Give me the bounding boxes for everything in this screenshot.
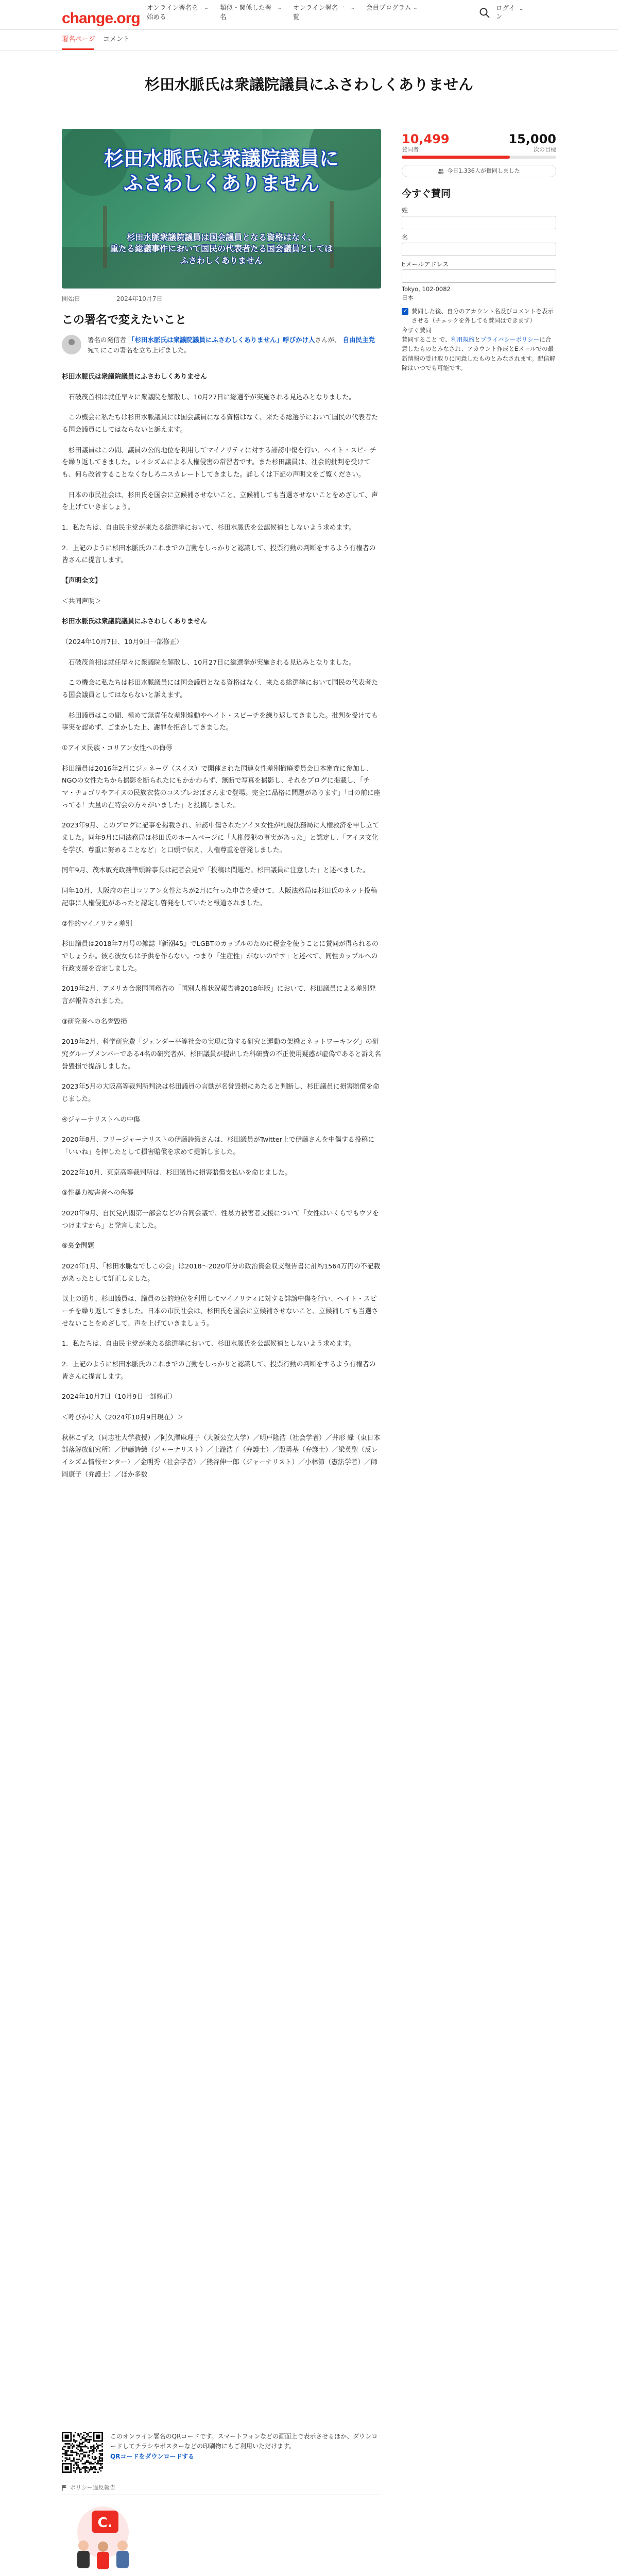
email-label: Eメールアドレス <box>402 261 449 268</box>
count-goal: 15,000 <box>508 132 556 146</box>
body-paragraph: 2019年2月、科学研究費「ジェンダー平等社会の実現に資する研究と運動の架橋とネットワーキング」の研究グループメンバーである4名の研究者が、杉田議員が提出した科研費の不正使用疑惑が虚偽であると訴え名誉毀損で提訴しました。 <box>62 1038 381 1071</box>
body-paragraph: 2020年9月、自民党内閣第一部会などの合同会議で、性暴力被害者支援について「女性はいくらでもウソをつけますから」と発言しました。 <box>62 1209 379 1230</box>
location-line2: 日本 <box>402 294 414 302</box>
body-paragraph: 杉田議員はこの間、極めて無責任な差別煽動やヘイト・スピーチを繰り返してきました。批判を受けても事実を認めず、ごまかした上、謝罪を拒否してきました。 <box>62 711 378 732</box>
recent-signers <box>402 165 556 177</box>
qr-description: このオンライン署名のQRコードです。スマートフォンなどの画面上で表示させるほか、ダウンロードしてチラシやポスターなどの印刷物にもご利用いただけます。 <box>110 2433 378 2450</box>
hero-line: 杉田水脈氏は衆議院議員に <box>104 147 339 170</box>
body-paragraph: ＜呼びかけ人（2024年10月9日現在）＞ <box>62 1413 184 1421</box>
main-nav <box>147 3 418 21</box>
location[interactable] <box>402 285 556 302</box>
starter-line2: 宛てにこの署名を立ち上げました。 <box>88 346 191 354</box>
body-paragraph: ④ジャーナリストへの中傷 <box>62 1115 140 1124</box>
body-paragraph: 2．上記のように杉田水脈氏のこれまでの言動をしっかりと認識して、投票行動の判断をするよう有権者の皆さんに提言します。 <box>62 1360 376 1381</box>
body-paragraph: ②性的マイノリティ差別 <box>62 920 132 928</box>
count-current: 10,499 <box>402 132 450 146</box>
sign-sidebar <box>402 129 556 373</box>
nav-label: オンライン署名一覧 <box>293 4 345 21</box>
petition-starter <box>62 335 381 355</box>
flag-icon <box>62 2485 67 2491</box>
meta-started-label: 開始日 <box>62 295 81 302</box>
tab-comments[interactable]: コメント <box>103 36 130 43</box>
display-name-checkbox[interactable] <box>402 308 408 315</box>
terms-link[interactable]: 利用規約 <box>451 335 475 343</box>
chevron-down-icon: ⌄ <box>413 5 418 11</box>
body-paragraph: 2024年1月、「杉田水脈なでしこの会」は2018〜2020年分の政治資金収支報告書に計約1564万円の不記載があったとして訂正しました。 <box>62 1262 381 1283</box>
nav-label: 類似・関係した署名 <box>220 4 272 21</box>
terms-prefix: 賛同すること で、 <box>402 335 451 343</box>
body-paragraph: （2024年10月7日、10月9日一部修正） <box>62 638 183 647</box>
body-paragraph: 石破茂首相は就任早々に衆議院を解散し、10月27日に総選挙が実施される見込みとなりました。 <box>62 393 356 401</box>
first-name-label: 姓 <box>402 207 408 214</box>
body-paragraph: 杉田議員は2016年2月にジュネーヴ（スイス）で開催された国連女性差別撤廃委員会日本審査に参加し、NGOの女性たちから撮影を断られたにもかかわらず、無断で写真を撮影し、それをブログに掲載し、「チマ・チョゴリやアイヌの民族衣装のコスプレおばさんまで登場。完全に品格に問題があります」「目の前に座ってる！大量の在特会の方々がいました」と投稿しました。 <box>62 765 381 809</box>
body-paragraph: 同年10月、大阪府の在日コリアン女性たちが2月に行った申告を受けて、大阪法務局は杉田氏のネット投稿記事に人権侵犯があったと認定し啓発をしていたと報道されました。 <box>62 887 377 907</box>
body-paragraph: 秋林こずえ（同志社大学教授）／阿久澤麻理子（大阪公立大学）／明戸隆浩（社会学者）／井形 緑（東日本部落解放研究所）／伊藤詩織（ジャーナリスト）／上瀧浩子（弁護士）／殷勇基（弁護士）／梁英聖（反レイシズム情報センター）／金明秀（社会学者）／熊谷伸一郎（ジャーナリスト）／小林節（憲法学者）／師岡康子（弁護士）／ほか多数 <box>62 1434 381 1479</box>
body-paragraph: 石破茂首相は就任早々に衆議院を解散し、10月27日に総選挙が実施される見込みとなりました。 <box>62 658 356 667</box>
email-field[interactable] <box>402 269 556 283</box>
hero-subtext <box>93 232 350 266</box>
nav-petition-list[interactable] <box>293 3 355 21</box>
progress-fill <box>402 156 510 159</box>
body-paragraph: 2024年10月7日（10月9日一部修正） <box>62 1393 177 1401</box>
starter-name-link[interactable]: 「杉田水脈氏は衆議院議員にふさわしくありません」呼びかけ人 <box>128 336 315 344</box>
body-paragraph: ③研究者への名誉毀損 <box>62 1018 127 1026</box>
top-bar <box>0 0 618 30</box>
body-paragraph: ⑥裏金問題 <box>62 1242 94 1250</box>
sub-tabs <box>0 30 618 50</box>
body-paragraph: 2．上記のように杉田水脈氏のこれまでの言動をしっかりと認識して、投票行動の判断をするよう有権者の皆さんに提言します。 <box>62 544 376 565</box>
first-name-field[interactable] <box>402 216 556 229</box>
body-paragraph: ⑤性暴力被害者への侮辱 <box>62 1189 134 1197</box>
nav-label: 会員プログラム <box>366 4 411 11</box>
search-icon[interactable] <box>479 7 490 19</box>
chevron-down-icon: ⌄ <box>519 4 524 12</box>
hero-line: ふさわしくありません <box>123 172 319 195</box>
nav-related[interactable] <box>220 3 282 21</box>
active-tab-indicator <box>62 48 94 50</box>
nav-label: オンライン署名を始める <box>147 4 198 21</box>
body-paragraph: 杉田水脈氏は衆議院議員にふさわしくありません <box>62 373 207 381</box>
qr-code <box>62 2432 103 2473</box>
hero-sub-line: 杉田水脈衆議院議員は国会議員となる資格はなく、 <box>127 232 316 242</box>
hero-headline <box>82 147 360 196</box>
body-paragraph: この機会に私たちは杉田水脈議員には国会議員になる資格はなく、来たる総選挙において国民の代表者たる国会議員にしてはならないと訴えます。 <box>62 414 378 434</box>
section-heading: この署名で変えたいこと <box>62 314 187 327</box>
starter-text <box>88 335 381 355</box>
chevron-down-icon: ⌄ <box>204 5 209 11</box>
qr-download-link[interactable]: QRコードをダウンロードする <box>110 2453 195 2461</box>
display-name-text: 賛同した後、自分のアカウント名及びコメントを表示させる（チェックを外しても賛同はできます） <box>411 307 554 325</box>
nav-membership[interactable] <box>366 3 418 21</box>
login-button[interactable] <box>496 4 524 21</box>
petition-meta <box>62 294 162 304</box>
body-paragraph: 1．私たちは、自由民主党が来たる総選挙において、杉田水脈氏を公認候補としないよう求めます。 <box>62 524 355 532</box>
logo[interactable]: change.org <box>62 10 140 27</box>
nav-start-petition[interactable] <box>147 3 209 21</box>
last-name-field[interactable] <box>402 243 556 256</box>
chevron-down-icon: ⌄ <box>350 5 355 11</box>
body-paragraph: 2022年10月、東京高等裁判所は、杉田議員に損害賠償支払いを命じました。 <box>62 1168 291 1177</box>
sign-note: 今すぐ賛同 <box>402 326 432 334</box>
avatar[interactable] <box>62 335 81 354</box>
meta-date: 2024年10月7日 <box>116 295 163 302</box>
body-paragraph: この機会に私たちは杉田水脈議員には国会議員となる資格はなく、来たる総選挙において国民の代表者たる国会議員としてはならないと訴えます。 <box>62 679 378 700</box>
body-paragraph: 2019年2月、アメリカ合衆国国務省の「国別人権状況報告書2018年版」において、杉田議員による差別発言が報告されました。 <box>62 985 376 1005</box>
count-label-current: 賛同者 <box>402 146 419 153</box>
tab-signature-page[interactable]: 署名ページ <box>62 36 95 43</box>
people-icon <box>438 168 444 174</box>
hero-image <box>62 129 381 289</box>
terms-suffix: に合意したものとみなされ、アカウント作成とEメールでの最新情報の受け取りに同意したものとみなされます。配信解除はいつでも可能です。 <box>402 335 556 372</box>
chevron-down-icon: ⌄ <box>277 5 282 11</box>
terms-and: と <box>474 335 480 343</box>
sign-heading: 今すぐ賛同 <box>402 188 451 199</box>
body-paragraph: ①アイヌ民族・コリアン女性への侮辱 <box>62 744 173 753</box>
starter-prefix: 署名の発信者 <box>88 336 127 344</box>
count-label-goal: 次の目標 <box>534 146 556 153</box>
body-paragraph: 以上の通り、杉田議員は、議員の公的地位を利用してマイノリティに対する誹謗中傷を行い、ヘイト・スピーチを繰り返してきました。日本の市民社会は、杉田氏を国会に立候補させないこと、立候補しても当選させないことをめざして、声を上げていきましょう。 <box>62 1295 379 1328</box>
login-label: ログイン <box>496 4 515 21</box>
body-paragraph: ＜共同声明＞ <box>62 597 101 605</box>
body-paragraph: 2020年8月、フリージャーナリストの伊藤詩織さんは、杉田議員がTwitter上で伊藤さんを中傷する投稿に「いいね」を押したとして損害賠償を求めて提訴しました。 <box>62 1136 374 1156</box>
hero-sub-line: ふさわしくありません <box>180 255 263 265</box>
body-paragraph: 杉田議員はこの間、議員の公的地位を利用してマイノリティに対する誹謗中傷を行い、ヘイト・スピーチを繰り返してきました。レイシズムによる人権侵害の常習者です。また杉田議員は、社会的批判を受けても、何ら改省することなくむしろエスカレートしてきました。詳しくは下記の声明文をご覧ください。 <box>62 446 376 479</box>
body-paragraph: 2023年5月の大阪高等裁判所判決は杉田議員の言動が名誉毀損にあたると判断し、杉田議員に損害賠償を命じました。 <box>62 1083 380 1103</box>
page-title: 杉田水脈氏は衆議院議員にふさわしくありません <box>144 76 473 93</box>
target-link[interactable]: 自由民主党 <box>342 336 375 344</box>
body-paragraph: 2023年9月、このブログに記事を掲載され、誹謗中傷されたアイヌ女性が札幌法務局に人権救済を申し立てました。同年9月に同法務局は杉田氏のホームページに「人権侵犯の事実があった」と認定し、「アイヌ文化を学び、尊重に努めることなど」と口頭で伝え、人権尊重を啓発しました。 <box>62 822 380 854</box>
privacy-link[interactable]: プライバシーポリシー <box>480 335 540 343</box>
body-paragraph: 杉田議員は2018年7月号の雑誌『新潮45』でLGBTのカップルのために税金を使うことに賛同が得られるのでしょうか。彼ら彼女らは子供を作らない。つまり「生産性」がないのです」と述べて、同性カップルへの行政支援を否定しました。 <box>62 940 379 973</box>
recent-text: 今日1,336人が賛同しました <box>447 167 520 174</box>
hero-sub-line: 重たる総議事件において国民の代表者たる国会議員としては <box>110 244 333 254</box>
progress-bar <box>402 156 556 159</box>
body-paragraph: 杉田水脈氏は衆議院議員にふさわしくありません <box>62 618 207 626</box>
body-paragraph: 【声明全文】 <box>62 577 101 585</box>
last-name-label: 名 <box>402 233 408 241</box>
svg-text:C.: C. <box>97 2515 113 2531</box>
petition-body <box>62 371 381 1489</box>
body-paragraph: 1．私たちは、自由民主党が来たる総選挙において、杉田水脈氏を公認候補としないよう求めます。 <box>62 1340 355 1348</box>
display-name-option[interactable] <box>402 307 556 326</box>
signature-count <box>402 129 556 145</box>
body-paragraph: 同年9月、茂木敏充政務筆頭幹事長は記者会見で「投稿は問題だ。杉田議員に注意した」と述べました。 <box>62 867 369 875</box>
supporter-illustration <box>62 2501 144 2573</box>
terms-text <box>402 335 556 373</box>
count-labels <box>402 145 556 154</box>
starter-suffix: さんが、 <box>315 336 341 344</box>
location-line1: Tokyo, 102-0082 <box>402 285 451 293</box>
qr-section <box>62 2432 381 2473</box>
body-paragraph: 日本の市民社会は、杉田氏を国会に立候補させないこと、立候補しても当選させないことをめざして、声を上げていきましょう。 <box>62 491 378 512</box>
report-label: ポリシー違反報告 <box>70 2484 115 2491</box>
report-link[interactable] <box>62 2483 115 2493</box>
